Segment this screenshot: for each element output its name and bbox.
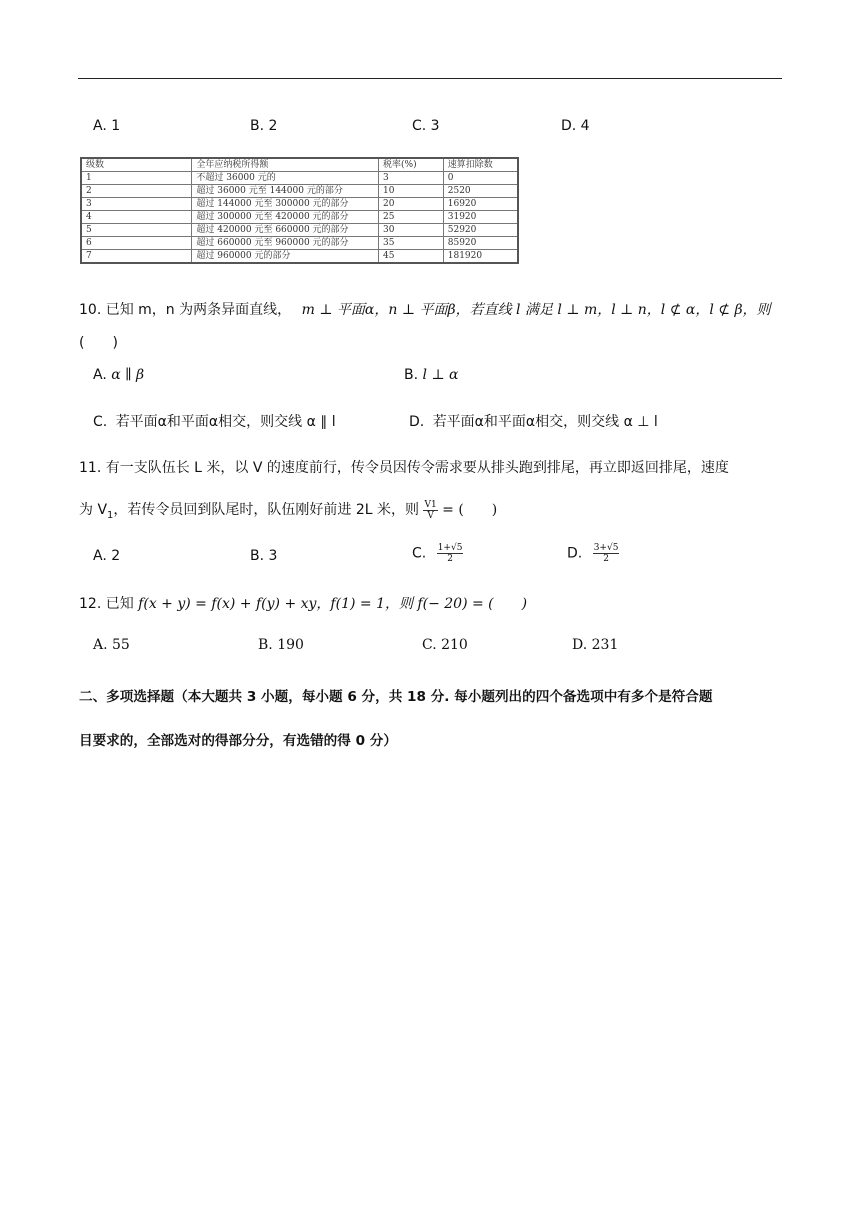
table-cell: 181920 (443, 250, 518, 264)
table-cell: 5 (81, 224, 192, 237)
table-cell: 不超过 36000 元的 (192, 172, 379, 185)
option-text: 若平面α和平面α相交，则交线 α ∥ l (115, 414, 336, 430)
option-formula: α ∥ β (111, 367, 145, 383)
table-cell: 16920 (443, 198, 518, 211)
table-header-cell: 全年应纳税所得额 (192, 158, 379, 172)
table-header-cell: 税率(%) (379, 158, 444, 172)
option-fraction (437, 543, 464, 564)
fraction-numerator: 1+√5 (437, 543, 463, 553)
q11-text-post: = ( ) (442, 502, 498, 518)
q10-text-b: m ⊥ 平面α，n ⊥ 平面β，若直线 l 满足 l ⊥ m，l ⊥ n，l ⊄ α，l ⊄ β，则 (301, 302, 771, 318)
q11-option-a: A. 2 (93, 548, 121, 564)
option-label: D. (409, 414, 425, 430)
table-cell: 超过 420000 元至 660000 元的部分 (192, 224, 379, 237)
table-cell: 31920 (443, 211, 518, 224)
q10-option-b (404, 367, 459, 383)
table-header-row (81, 158, 518, 172)
q12-formula: f(x + y) = f(x) + f(y) + xy，f(1) = 1，则 f(− 20) = ( ) (138, 596, 528, 612)
table-row (81, 224, 518, 237)
table-cell: 2 (81, 185, 192, 198)
option-label: C. (412, 545, 427, 562)
q9-option-a: A. 1 (93, 118, 121, 134)
q11-option-c (412, 543, 463, 564)
q11-option-b: B. 3 (250, 548, 278, 564)
q12-stem (79, 593, 527, 613)
table-cell: 2520 (443, 185, 518, 198)
q10-option-a (93, 367, 144, 383)
fraction-numerator: V1 (424, 499, 437, 510)
table-cell: 4 (81, 211, 192, 224)
table-cell: 20 (379, 198, 444, 211)
q10-text-a: 已知 m，n 为两条异面直线， (105, 302, 292, 318)
table-row (81, 250, 518, 264)
q12-option-c: C. 210 (422, 637, 468, 653)
q11-stem-line2 (79, 499, 497, 521)
table-cell: 超过 144000 元至 300000 元的部分 (192, 198, 379, 211)
table-cell: 30 (379, 224, 444, 237)
q11-stem-line1 (79, 457, 729, 477)
table-cell: 52920 (443, 224, 518, 237)
table-row (81, 172, 518, 185)
table-cell: 3 (81, 198, 192, 211)
q11-subscript: 1 (107, 509, 114, 521)
table-cell: 超过 960000 元的部分 (192, 250, 379, 264)
table-cell: 45 (379, 250, 444, 264)
table-cell: 25 (379, 211, 444, 224)
q9-option-d: D. 4 (561, 118, 590, 134)
fraction-numerator: 3+√5 (593, 543, 619, 553)
q9-option-c: C. 3 (412, 118, 440, 134)
table-header-cell: 级数 (81, 158, 192, 172)
q10-option-c (93, 411, 336, 431)
question-number: 12. (79, 596, 102, 612)
q11-option-d (567, 543, 619, 564)
option-label: C. (93, 414, 108, 430)
tax-rate-table (80, 157, 519, 264)
option-label: B. (404, 367, 419, 383)
option-text: 若平面α和平面α相交，则交线 α ⊥ l (432, 414, 658, 430)
q10-option-d (409, 411, 658, 431)
table-row (81, 211, 518, 224)
fraction-denominator: 2 (447, 554, 453, 564)
table-cell: 85920 (443, 237, 518, 250)
table-cell: 超过 300000 元至 420000 元的部分 (192, 211, 379, 224)
q10-stem (79, 299, 771, 319)
option-label: A. (93, 367, 107, 383)
table-cell: 7 (81, 250, 192, 264)
question-number: 11. (79, 460, 102, 476)
q10-paren: ( ) (79, 335, 118, 351)
q11-fraction (423, 500, 437, 521)
table-cell: 10 (379, 185, 444, 198)
table-cell: 超过 36000 元至 144000 元的部分 (192, 185, 379, 198)
table-cell: 1 (81, 172, 192, 185)
q11-text-pre: 为 V (79, 502, 108, 518)
q12-text-pre: 已知 (105, 596, 134, 612)
table-header-cell: 速算扣除数 (443, 158, 518, 172)
fraction-denominator: V (427, 510, 434, 521)
option-formula: l ⊥ α (422, 367, 459, 383)
q12-option-a: A. 55 (93, 637, 130, 653)
q9-option-b: B. 2 (250, 118, 278, 134)
option-label: D. (567, 545, 583, 562)
table-cell: 超过 660000 元至 960000 元的部分 (192, 237, 379, 250)
table-cell: 35 (379, 237, 444, 250)
table-row (81, 198, 518, 211)
q11-text-line1: 有一支队伍长 L 米，以 V 的速度前行，传令员因传令需求要从排头跑到排尾，再立即返回排尾，速度 (105, 460, 729, 476)
section-heading-line2: 目要求的，全部选对的得部分分，有选错的得 0 分） (79, 733, 397, 749)
q12-option-d: D. 231 (572, 637, 619, 653)
option-fraction (593, 543, 620, 564)
header-rule (78, 78, 782, 79)
table-cell: 0 (443, 172, 518, 185)
q11-text-mid: ，若传令员回到队尾时，队伍刚好前进 2L 米，则 (113, 502, 420, 518)
q12-option-b: B. 190 (258, 637, 304, 653)
table-row (81, 185, 518, 198)
fraction-denominator: 2 (603, 554, 609, 564)
section-heading-line1: 二、多项选择题（本大题共 3 小题，每小题 6 分，共 18 分. 每小题列出的四个备选项中有多个是符合题 (79, 689, 713, 705)
table-cell: 6 (81, 237, 192, 250)
table-cell: 3 (379, 172, 444, 185)
table-row (81, 237, 518, 250)
question-number: 10. (79, 302, 102, 318)
